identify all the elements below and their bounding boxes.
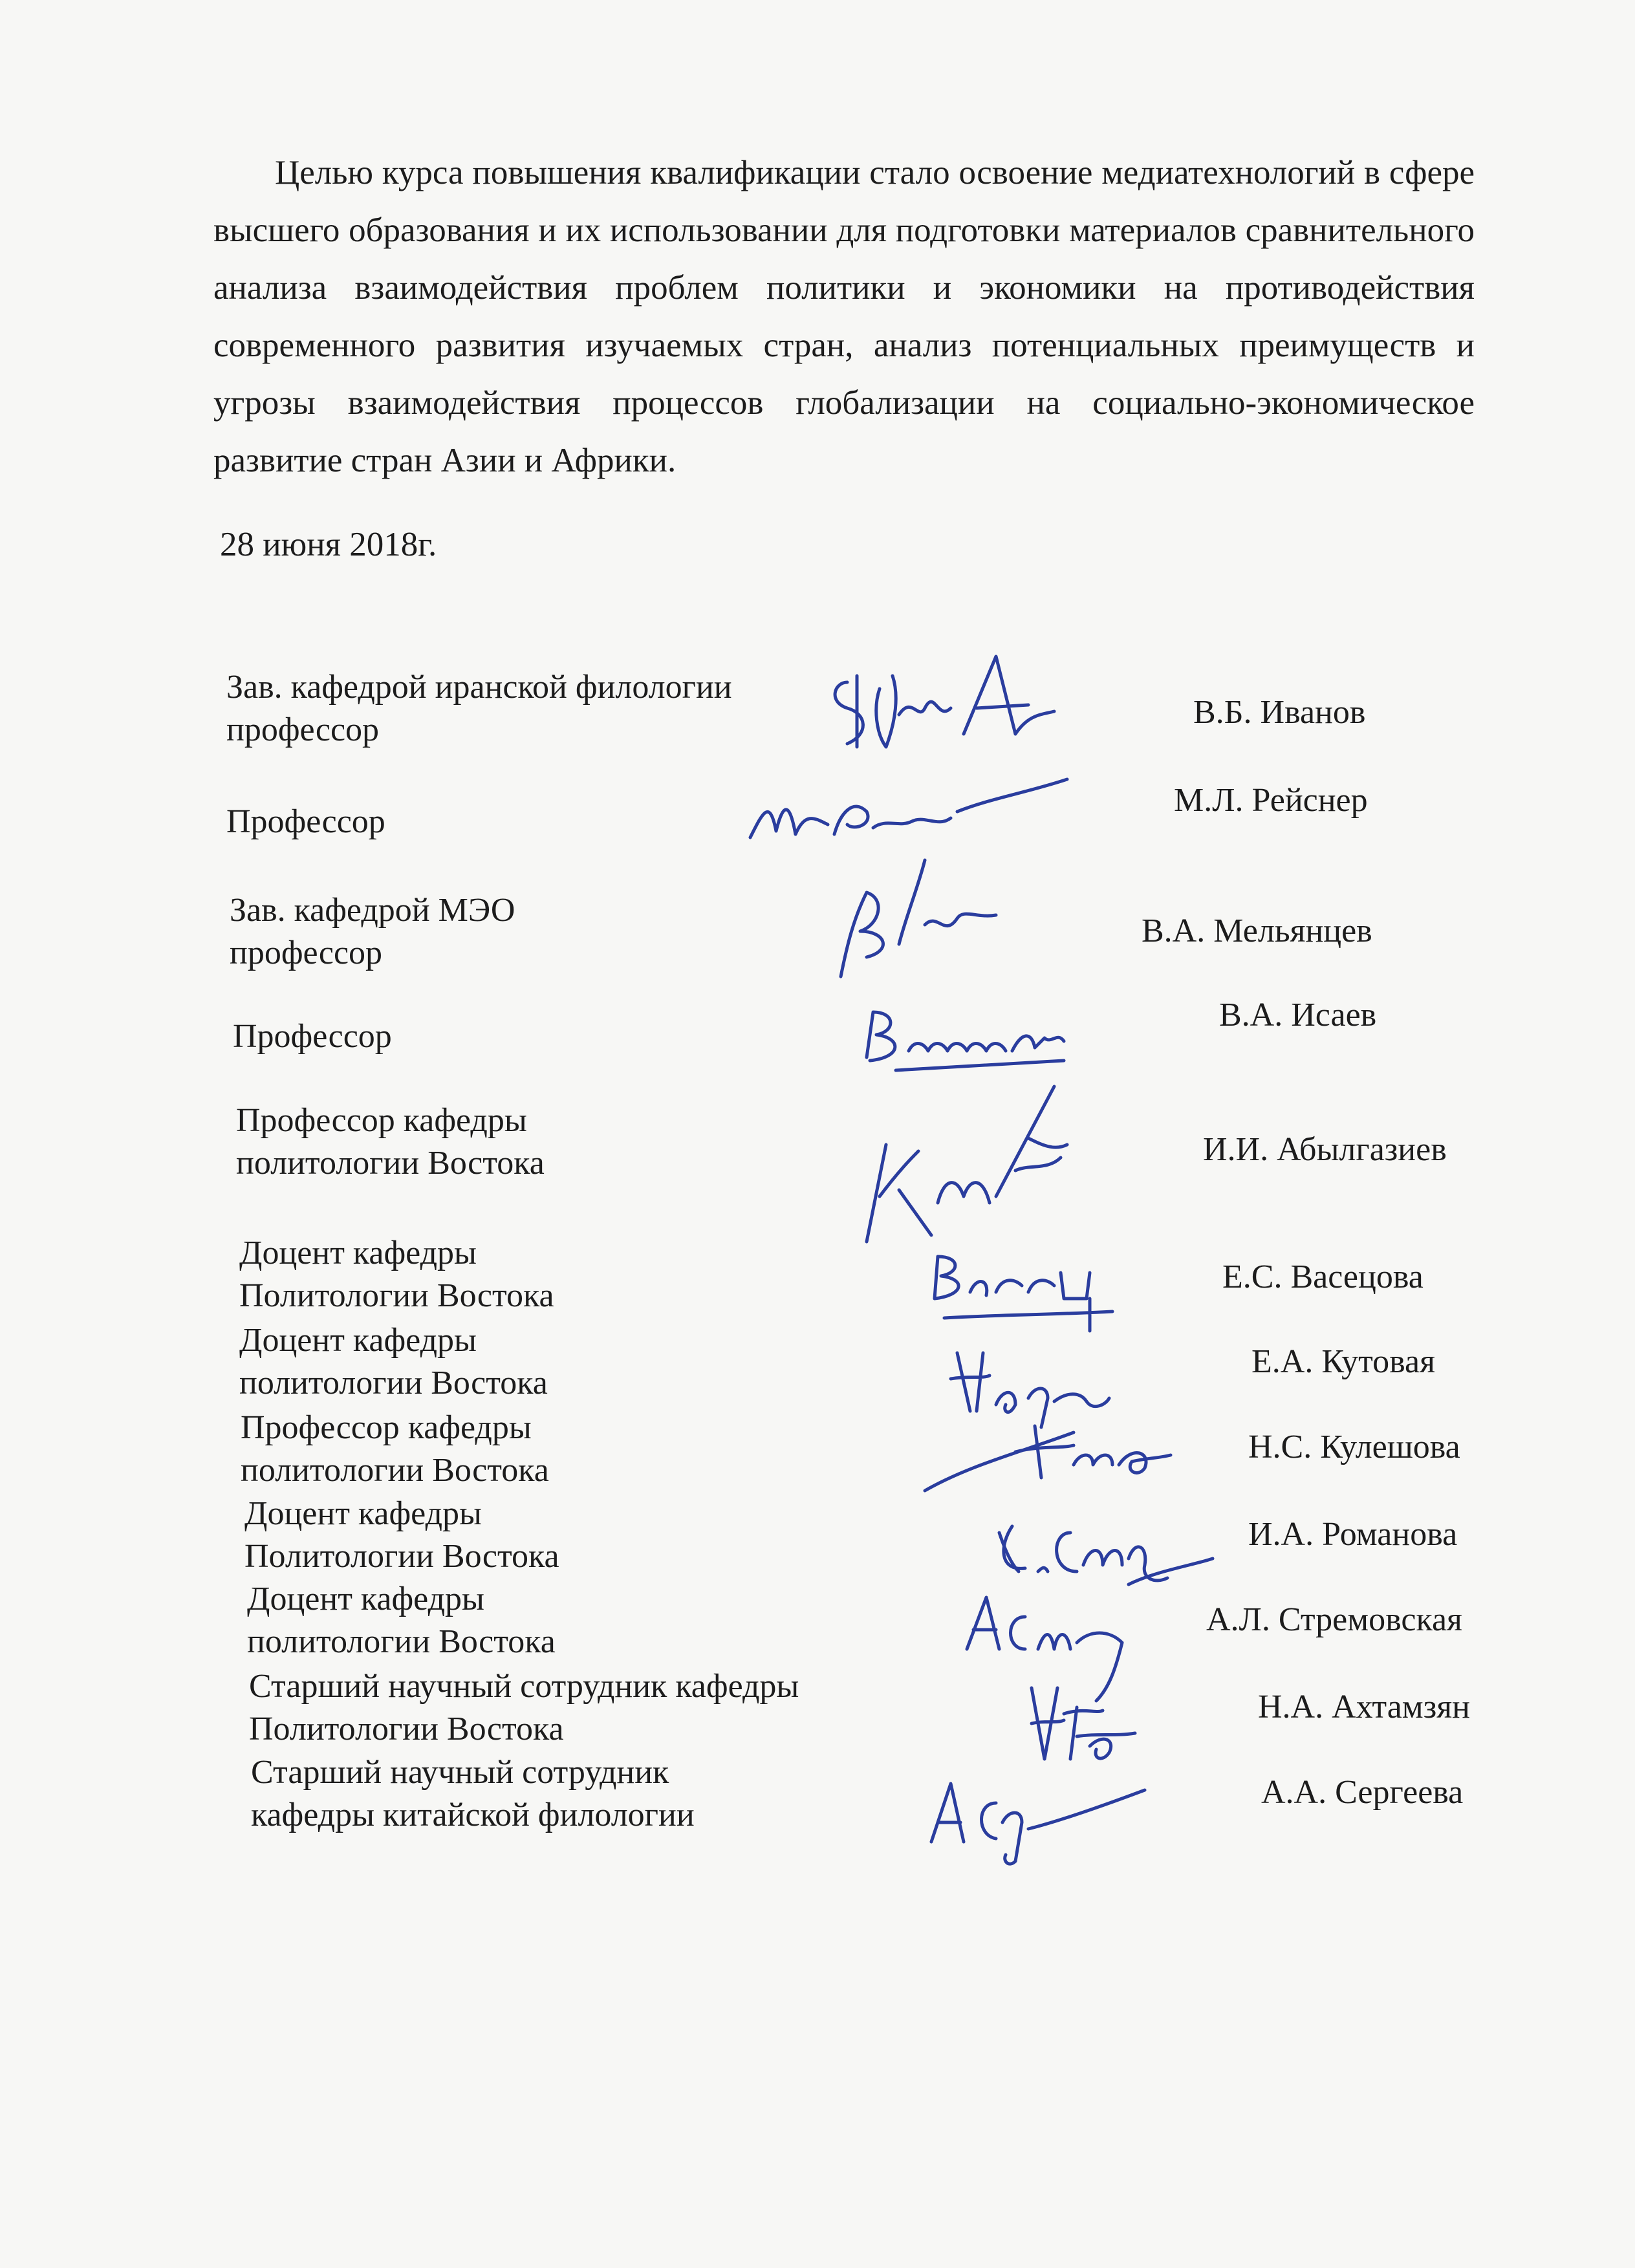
signatory-position: Старший научный сотрудник кафедры Политологии Востока — [249, 1668, 799, 1747]
signatory-position: Доцент кафедры Политологии Востока — [244, 1495, 559, 1575]
signatory-name: Н.А. Ахтамзян — [1258, 1689, 1470, 1725]
signature-image — [944, 1340, 1112, 1431]
signatory-name: А.Л. Стремовская — [1206, 1601, 1462, 1638]
signatory-position: Профессор — [226, 803, 385, 840]
signatory-name: Е.С. Васецова — [1222, 1258, 1424, 1295]
signatory-position: Доцент кафедры политологии Востока — [247, 1581, 556, 1660]
signature-image — [925, 1758, 1151, 1874]
signatory-position: Профессор — [233, 1018, 392, 1055]
signatory-name: В.Б. Иванов — [1193, 694, 1366, 731]
signatory-position: Зав. кафедрой МЭО профессор — [230, 892, 515, 971]
signatory-name: В.А. Мельянцев — [1142, 913, 1372, 949]
signature-image — [821, 637, 1067, 773]
signatory-position: Доцент кафедры политологии Востока — [239, 1322, 548, 1401]
body-paragraph: Целью курса повышения квалификации стало освоение медиатехнологий в сфере высшего образования и их использовании для подготовки материалов сравнительного анализа взаимодействия проблем политики и экономики на противодействия современного развития изучаемых стран, анализ потенциальных преимуществ и угрозы взаимодействия процессов глобализации на социально-экономическое развитие стран Азии и Африки. — [213, 154, 1475, 479]
signatory-name: И.А. Романова — [1248, 1516, 1458, 1553]
signatory-position: Доцент кафедры Политологии Востока — [239, 1235, 554, 1314]
signatory-name: Н.С. Кулешова — [1248, 1429, 1460, 1465]
signatory-position: Профессор кафедры политологии Востока — [236, 1102, 545, 1182]
signature-image — [857, 993, 1070, 1083]
signature-image — [925, 1240, 1119, 1337]
signatory-name: И.И. Абылгазиев — [1203, 1131, 1447, 1168]
signatory-name: А.А. Сергеева — [1261, 1774, 1464, 1811]
signature-image — [744, 773, 1074, 850]
signature-image — [828, 847, 1009, 983]
signatory-position: Профессор кафедры политологии Востока — [241, 1409, 549, 1489]
signatory-name: В.А. Исаев — [1219, 997, 1377, 1033]
signature-image — [860, 1074, 1080, 1248]
signature-image — [1019, 1669, 1148, 1772]
signatory-name: Е.А. Кутовая — [1251, 1343, 1435, 1380]
signatory-name: М.Л. Рейснер — [1174, 782, 1368, 819]
signature-image — [918, 1420, 1177, 1504]
signatory-position: Старший научный сотрудник кафедры китайской филологии — [251, 1754, 695, 1833]
document-date: 28 июня 2018г. — [220, 526, 437, 563]
signatory-position: Зав. кафедрой иранской филологии профессор — [226, 669, 732, 748]
